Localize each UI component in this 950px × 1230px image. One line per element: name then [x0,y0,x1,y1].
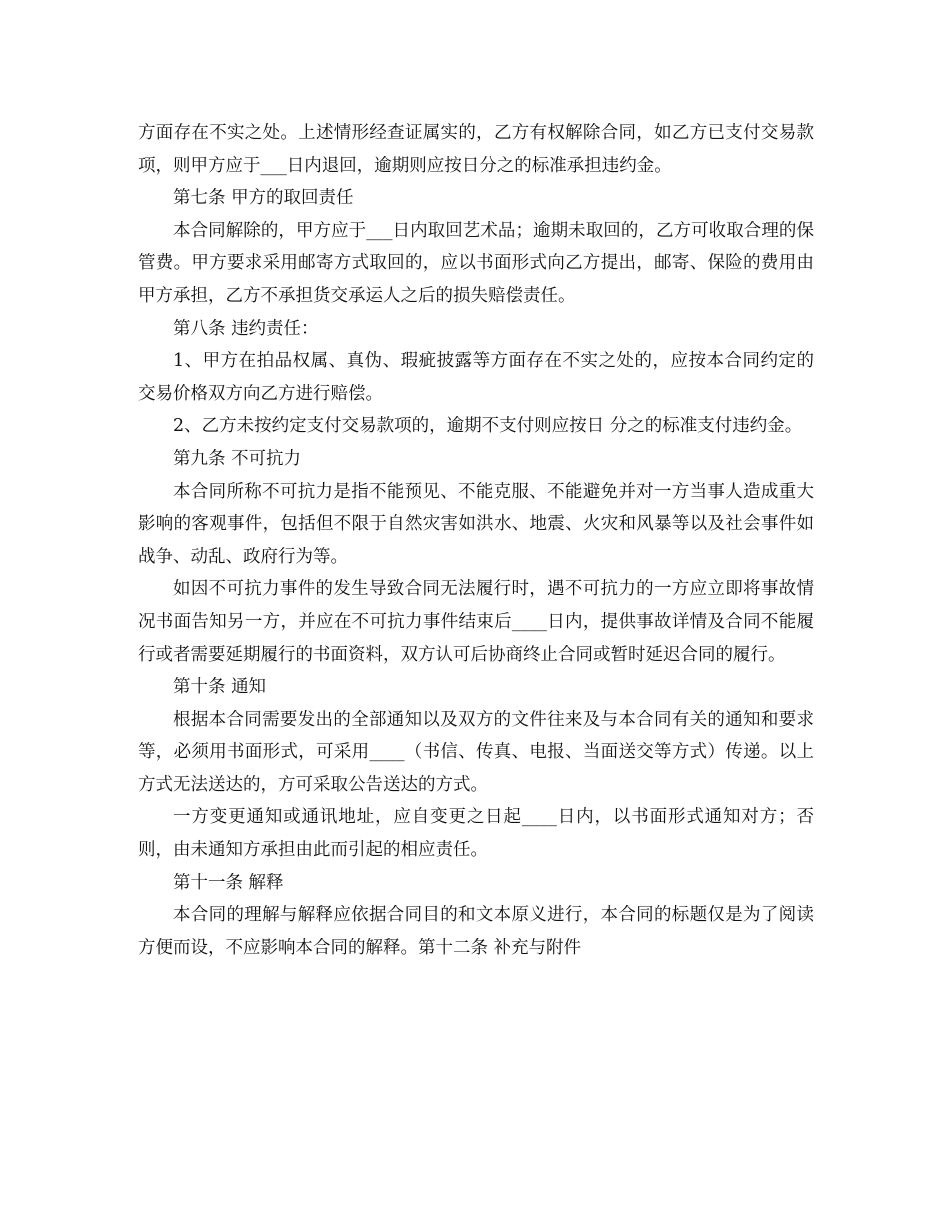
article-9-heading: 第九条 不可抗力 [173,448,302,469]
article-10-paragraph-2: 一方变更通知或通讯地址，应自变更之日起____日内，以书面形式通知对方；否则，由未通知方承担由此而引起的相应责任。 [138,807,814,861]
article-10-paragraph-1: 根据本合同需要发出的全部通知以及双方的文件往来及与本合同有关的通知和要求等，必须用书面形式，可采用____（书信、传真、电报、当面送交等方式）传递。以上方式无法送达的，方可采取公告送达的方式。 [138,709,814,795]
article-7-paragraph: 本合同解除的，甲方应于___日内取回艺术品；逾期未取回的，乙方可收取合理的保管费。甲方要求采用邮寄方式取回的，应以书面形式向乙方提出，邮寄、保险的费用由甲方承担，乙方不承担货交承运人之后的损失赔偿责任。 [138,220,814,306]
article-10-heading: 第十条 通知 [173,677,267,698]
article-7-heading: 第七条 甲方的取回责任 [173,188,354,209]
article-8-item-1: 1、甲方在拍品权属、真伪、瑕疵披露等方面存在不实之处的，应按本合同约定的交易价格双方向乙方进行赔偿。 [138,351,814,404]
article-8-heading: 第八条 违约责任： [173,318,319,339]
paragraph-continuation: 方面存在不实之处。上述情形经查证属实的，乙方有权解除合同，如乙方已支付交易款项，则甲方应于___日内退回，逾期则应按日分之的标准承担违约金。 [138,123,814,176]
article-11-paragraph: 本合同的理解与解释应依据合同目的和文本原义进行，本合同的标题仅是为了阅读方便而设，不应影响本合同的解释。第十二条 补充与附件 [138,905,814,958]
article-11-heading: 第十一条 解释 [173,872,284,893]
article-9-paragraph-2: 如因不可抗力事件的发生导致合同无法履行时，遇不可抗力的一方应立即将事故情况书面告知另一方，并应在不可抗力事件结束后____日内，提供事故详情及合同不能履行或者需要延期履行的书面资料，双方认可后协商终止合同或暂时延迟合同的履行。 [138,579,814,665]
article-8-item-2: 2、乙方未按约定支付交易款项的，逾期不支付则应按日 分之的标准支付违约金。 [173,416,803,437]
document-page [138,117,814,964]
article-9-paragraph-1: 本合同所称不可抗力是指不能预见、不能克服、不能避免并对一方当事人造成重大影响的客观事件，包括但不限于自然灾害如洪水、地震、火灾和风暴等以及社会事件如战争、动乱、政府行为等。 [138,481,814,567]
